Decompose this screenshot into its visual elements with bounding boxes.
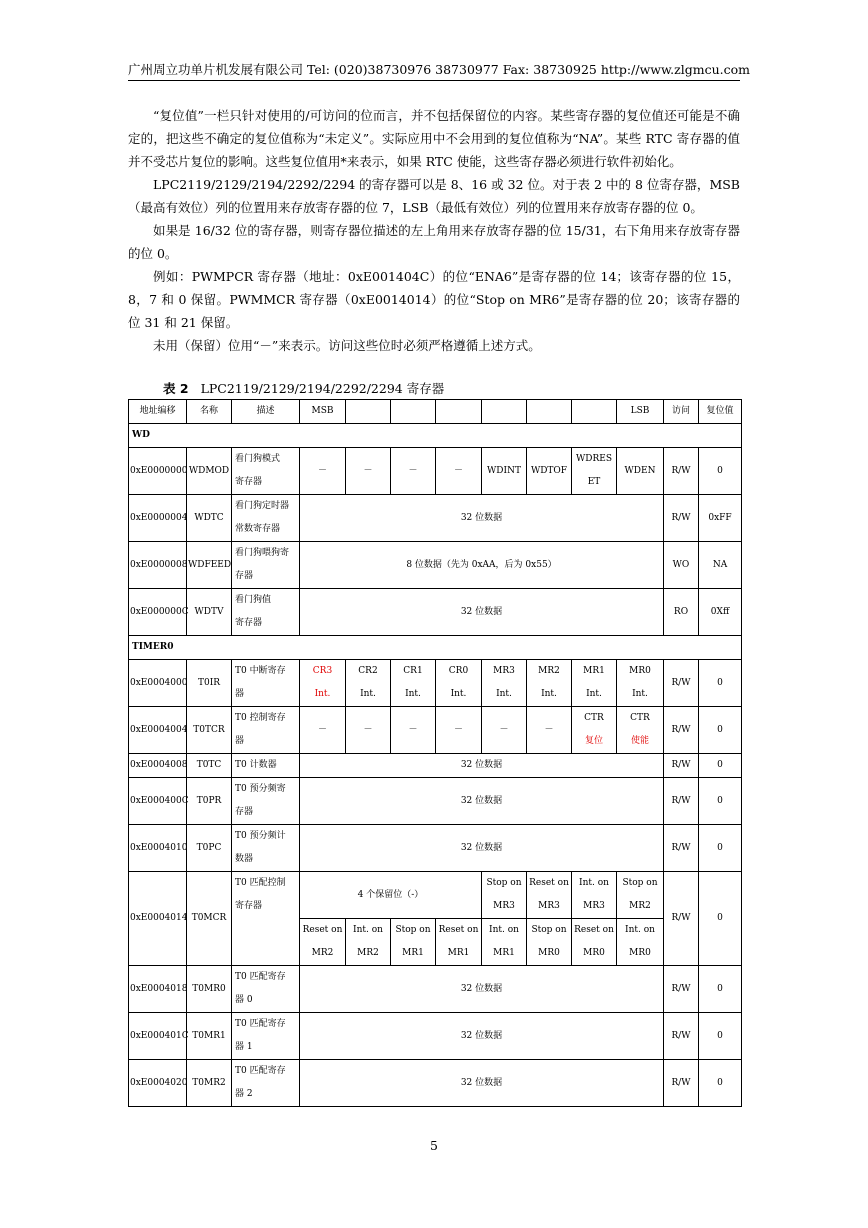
name-cell: T0MR0: [187, 966, 232, 1013]
bit-cell: －: [436, 707, 482, 754]
bit-cell: －: [391, 448, 436, 495]
desc-cell: 看门狗定时器 常数寄存器: [232, 495, 300, 542]
reset-cell: 0: [699, 872, 742, 966]
name-cell: WDTC: [187, 495, 232, 542]
address-cell: 0xE0004004: [129, 707, 187, 754]
bit-cell: Int. on MR3: [572, 872, 617, 919]
address-cell: 0xE0004018: [129, 966, 187, 1013]
reset-cell: 0: [699, 825, 742, 872]
table-row: [129, 778, 742, 825]
header-cell: [391, 400, 436, 424]
access-cell: R/W: [664, 660, 699, 707]
address-cell: 0xE000401C: [129, 1013, 187, 1060]
access-cell: R/W: [664, 872, 699, 966]
bit-cell: MR0 Int.: [617, 660, 664, 707]
header-cell: [482, 400, 527, 424]
name-cell: T0TC: [187, 754, 232, 778]
header-cell: [436, 400, 482, 424]
table-row: [129, 872, 742, 919]
paragraph: “复位值”一栏只针对使用的/可访问的位而言，并不包括保留位的内容。某些寄存器的复位值还可能是不确定的，把这些不确定的复位值称为“未定义”。实际应用中不会用到的复位值称为“NA”。某些 RTC 寄存器的值并不受芯片复位的影响。这些复位值用*来表示，如果 RTC 使能，这些寄存器必须进行软件初始化。: [128, 108, 740, 169]
reset-cell: 0xFF: [699, 495, 742, 542]
name-cell: WDMOD: [187, 448, 232, 495]
reserved-cell: 4 个保留位（-）: [300, 872, 482, 919]
reset-cell: 0: [699, 754, 742, 778]
header-cell: 地址编移: [129, 400, 187, 424]
data-cell: 32 位数据: [300, 589, 664, 636]
paragraph: 如果是 16/32 位的寄存器，则寄存器位描述的左上角用来存放寄存器的位 15/31，右下角用来存放寄存器的位 0。: [128, 223, 740, 261]
address-cell: 0xE0004014: [129, 872, 187, 966]
page-number: 5: [430, 1138, 438, 1153]
bit-cell: －: [300, 448, 346, 495]
bit-cell: －: [482, 707, 527, 754]
table-row: [129, 660, 742, 707]
reset-cell: 0: [699, 778, 742, 825]
section-row: [129, 636, 742, 660]
desc-cell: T0 匹配寄存 器 2: [232, 1060, 300, 1107]
bit-cell: CR2 Int.: [346, 660, 391, 707]
address-cell: 0xE0004020: [129, 1060, 187, 1107]
bit-cell: Stop on MR1: [391, 919, 436, 966]
access-cell: R/W: [664, 495, 699, 542]
header-cell: LSB: [617, 400, 664, 424]
section-label: TIMER0: [129, 636, 742, 660]
bit-cell: WDEN: [617, 448, 664, 495]
desc-cell: T0 控制寄存 器: [232, 707, 300, 754]
header-cell: 名称: [187, 400, 232, 424]
bit-cell: WDINT: [482, 448, 527, 495]
bit-cell: CR0 Int.: [436, 660, 482, 707]
address-cell: 0xE0000004: [129, 495, 187, 542]
bit-cell: －: [391, 707, 436, 754]
bit-cell: CR1 Int.: [391, 660, 436, 707]
body-text: [128, 104, 740, 357]
table-row: [129, 707, 742, 754]
bit-cell: Stop on MR3: [482, 872, 527, 919]
name-cell: T0PR: [187, 778, 232, 825]
reset-cell: 0: [699, 966, 742, 1013]
table-row: [129, 1060, 742, 1107]
desc-cell: 看门狗喂狗寄 存器: [232, 542, 300, 589]
bit-cell: MR1 Int.: [572, 660, 617, 707]
desc-cell: T0 匹配寄存 器 0: [232, 966, 300, 1013]
data-cell: 32 位数据: [300, 778, 664, 825]
name-cell: WDFEED: [187, 542, 232, 589]
address-cell: 0xE0004008: [129, 754, 187, 778]
reset-cell: NA: [699, 542, 742, 589]
table-row: [129, 448, 742, 495]
table-label: 表 2: [163, 381, 189, 396]
desc-cell: 看门狗模式 寄存器: [232, 448, 300, 495]
paragraph: 例如：PWMPCR 寄存器（地址：0xE001404C）的位“ENA6”是寄存器的位 14；该寄存器的位 15，8，7 和 0 保留。PWMMCR 寄存器（0xE0014014）的位“Stop on MR6”是寄存器的位 20；该寄存器的位 31 和 21 保留。: [128, 269, 740, 330]
bit-cell: CR3 Int.: [300, 660, 346, 707]
desc-cell: T0 匹配寄存 器 1: [232, 1013, 300, 1060]
desc-cell: T0 匹配控制 寄存器: [232, 872, 300, 966]
address-cell: 0xE0000008: [129, 542, 187, 589]
table-title: LPC2119/2129/2194/2292/2294 寄存器: [200, 381, 445, 396]
desc-cell: 看门狗值 寄存器: [232, 589, 300, 636]
data-cell: 32 位数据: [300, 966, 664, 1013]
header-cell: [572, 400, 617, 424]
name-cell: T0MR2: [187, 1060, 232, 1107]
desc-cell: T0 预分频计 数器: [232, 825, 300, 872]
table-row: [129, 542, 742, 589]
bit-cell: Reset on MR3: [527, 872, 572, 919]
bit-cell: Reset on MR1: [436, 919, 482, 966]
access-cell: WO: [664, 542, 699, 589]
bit-cell: Stop on MR0: [527, 919, 572, 966]
bit-cell: CTR 复位: [572, 707, 617, 754]
address-cell: 0xE000000C: [129, 589, 187, 636]
header-cell: [527, 400, 572, 424]
desc-cell: T0 中断寄存 器: [232, 660, 300, 707]
name-cell: T0IR: [187, 660, 232, 707]
table-row: [129, 754, 742, 778]
header-cell: 复位值: [699, 400, 742, 424]
name-cell: T0MCR: [187, 872, 232, 966]
section-label: WD: [129, 424, 742, 448]
data-cell: 32 位数据: [300, 495, 664, 542]
access-cell: R/W: [664, 1060, 699, 1107]
bit-cell: －: [436, 448, 482, 495]
reset-cell: 0Xff: [699, 589, 742, 636]
access-cell: RO: [664, 589, 699, 636]
table-row: [129, 495, 742, 542]
data-cell: 32 位数据: [300, 754, 664, 778]
register-table: [128, 399, 742, 1107]
header-cell: MSB: [300, 400, 346, 424]
desc-cell: T0 预分频寄 存器: [232, 778, 300, 825]
access-cell: R/W: [664, 778, 699, 825]
data-cell: 8 位数据（先为 0xAA，后为 0x55）: [300, 542, 664, 589]
desc-cell: T0 计数器: [232, 754, 300, 778]
name-cell: T0TCR: [187, 707, 232, 754]
bit-cell: Int. on MR0: [617, 919, 664, 966]
reset-cell: 0: [699, 448, 742, 495]
access-cell: R/W: [664, 825, 699, 872]
table-row: [129, 589, 742, 636]
name-cell: T0PC: [187, 825, 232, 872]
reset-cell: 0: [699, 1013, 742, 1060]
bit-cell: WDRES ET: [572, 448, 617, 495]
reset-cell: 0: [699, 707, 742, 754]
address-cell: 0xE0000000: [129, 448, 187, 495]
access-cell: R/W: [664, 707, 699, 754]
header-row: [129, 400, 742, 424]
data-cell: 32 位数据: [300, 1060, 664, 1107]
bit-cell: Reset on MR0: [572, 919, 617, 966]
name-cell: T0MR1: [187, 1013, 232, 1060]
header-cell: [346, 400, 391, 424]
bit-cell: Int. on MR2: [346, 919, 391, 966]
header-cell: 访问: [664, 400, 699, 424]
data-cell: 32 位数据: [300, 1013, 664, 1060]
bit-cell: －: [527, 707, 572, 754]
table-row: [129, 1013, 742, 1060]
data-cell: 32 位数据: [300, 825, 664, 872]
bit-cell: －: [300, 707, 346, 754]
reset-cell: 0: [699, 660, 742, 707]
address-cell: 0xE0004000: [129, 660, 187, 707]
access-cell: R/W: [664, 448, 699, 495]
access-cell: R/W: [664, 1013, 699, 1060]
address-cell: 0xE000400C: [129, 778, 187, 825]
address-cell: 0xE0004010: [129, 825, 187, 872]
bit-cell: MR2 Int.: [527, 660, 572, 707]
bit-cell: Int. on MR1: [482, 919, 527, 966]
bit-cell: －: [346, 448, 391, 495]
section-row: [129, 424, 742, 448]
reset-cell: 0: [699, 1060, 742, 1107]
page-header: 广州周立功单片机发展有限公司 Tel: (020)38730976 38730977 Fax: 38730925 http://www.zlgmcu.com: [128, 60, 740, 81]
paragraph: 未用（保留）位用“－”来表示。访问这些位时必须严格遵循上述方式。: [153, 338, 541, 353]
table-row: [129, 966, 742, 1013]
access-cell: R/W: [664, 754, 699, 778]
paragraph: LPC2119/2129/2194/2292/2294 的寄存器可以是 8、16 或 32 位。对于表 2 中的 8 位寄存器，MSB（最高有效位）列的位置用来存放寄存器的位 7，LSB（最低有效位）列的位置用来存放寄存器的位 0。: [128, 177, 740, 215]
bit-cell: WDTOF: [527, 448, 572, 495]
access-cell: R/W: [664, 966, 699, 1013]
header-cell: 描述: [232, 400, 300, 424]
bit-cell: MR3 Int.: [482, 660, 527, 707]
bit-cell: Reset on MR2: [300, 919, 346, 966]
bit-cell: －: [346, 707, 391, 754]
table-row: [129, 825, 742, 872]
name-cell: WDTV: [187, 589, 232, 636]
table-caption: [163, 379, 444, 399]
bit-cell: CTR 使能: [617, 707, 664, 754]
bit-cell: Stop on MR2: [617, 872, 664, 919]
